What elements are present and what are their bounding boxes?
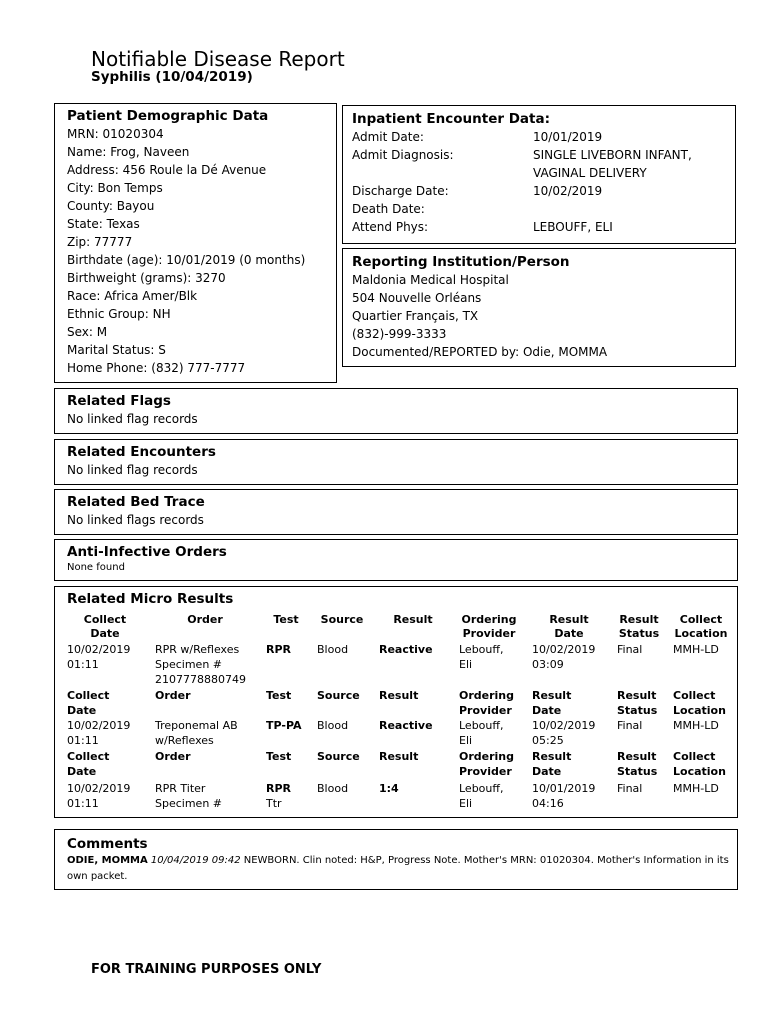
- section-text: No linked flag records: [67, 463, 198, 477]
- demographic-lines: [67, 125, 336, 377]
- demographic-line: State: Texas: [67, 217, 140, 231]
- header-test: Test: [273, 613, 299, 626]
- section-title: Related Micro Results: [67, 591, 234, 607]
- demographic-line: MRN: 01020304: [67, 127, 164, 141]
- order-cell: Specimen #: [155, 658, 223, 671]
- discharge-date-label: Discharge Date:: [352, 184, 449, 198]
- ordering-provider-cell: Lebouff,: [459, 643, 504, 656]
- header-result-date: Result: [532, 750, 572, 763]
- ordering-provider-cell: Lebouff,: [459, 782, 504, 795]
- comment-entry: [67, 853, 732, 885]
- header-ordering-provider: Ordering: [461, 613, 517, 626]
- admit-diagnosis-value-cont: VAGINAL DELIVERY: [533, 166, 647, 180]
- result-status-cell: Final: [617, 719, 643, 732]
- ordering-provider-cell: Eli: [459, 658, 473, 671]
- header-test: Test: [266, 689, 292, 702]
- header-result-date: Result: [549, 613, 589, 626]
- ordering-provider-cell: Eli: [459, 797, 473, 810]
- section-title: Reporting Institution/Person: [352, 254, 570, 270]
- result-cell: 1:4: [379, 782, 399, 795]
- header-order: Order: [155, 750, 191, 763]
- test-cell: Ttr: [266, 797, 282, 810]
- header-collect-date: Collect: [67, 689, 110, 702]
- header-collect-date: Collect: [83, 613, 127, 626]
- attend-phys-value: LEBOUFF, ELI: [533, 220, 613, 234]
- result-status-cell: Final: [617, 782, 643, 795]
- collect-date-cell: 01:11: [67, 797, 99, 810]
- reporting-line: (832)-999-3333: [352, 327, 447, 341]
- section-title: Anti-Infective Orders: [67, 544, 227, 560]
- header-ordering-provider: Ordering: [459, 750, 515, 763]
- section-title: Comments: [67, 836, 148, 852]
- demographic-line: Race: Africa Amer/Blk: [67, 289, 198, 303]
- result-date-cell: 10/02/2019: [532, 719, 596, 732]
- header-source: Source: [320, 613, 364, 626]
- section-title: Related Bed Trace: [67, 494, 205, 510]
- result-date-cell: 05:25: [532, 734, 564, 747]
- header-test: Test: [266, 750, 292, 763]
- source-cell: Blood: [317, 643, 349, 656]
- report-title: Notifiable Disease Report: [91, 47, 345, 71]
- collect-date-cell: 10/02/2019: [67, 643, 131, 656]
- header-collect-location: Collect: [673, 689, 716, 702]
- order-cell: RPR w/Reflexes: [155, 643, 240, 656]
- section-text: None found: [67, 562, 125, 573]
- order-cell: 2107778880749: [155, 673, 246, 686]
- test-cell: RPR: [266, 643, 292, 656]
- demographic-line: Birthweight (grams): 3270: [67, 271, 226, 285]
- collect-location-cell: MMH-LD: [673, 782, 719, 795]
- report-subtitle: Syphilis (10/04/2019): [91, 69, 253, 85]
- training-footer: FOR TRAINING PURPOSES ONLY: [91, 962, 322, 977]
- demographic-line: City: Bon Temps: [67, 181, 163, 195]
- collect-date-cell: 01:11: [67, 734, 99, 747]
- header-collect-date: Date: [90, 627, 120, 640]
- header-result-date: Date: [532, 704, 562, 717]
- admit-date-label: Admit Date:: [352, 130, 424, 144]
- inpatient-encounter-section: [342, 105, 736, 244]
- collect-date-cell: 10/02/2019: [67, 719, 131, 732]
- order-cell: RPR Titer: [155, 782, 206, 795]
- demographic-line: County: Bayou: [67, 199, 155, 213]
- header-collect-date: Date: [67, 704, 97, 717]
- header-result-status: Result: [619, 613, 659, 626]
- patient-demographic-section: [54, 103, 337, 383]
- header-source: Source: [317, 750, 360, 763]
- header-result: Result: [379, 689, 419, 702]
- header-collect-location: Location: [673, 704, 726, 717]
- demographic-line: Home Phone: (832) 777-7777: [67, 361, 246, 375]
- result-date-cell: 03:09: [532, 658, 564, 671]
- header-result-date: Date: [532, 765, 562, 778]
- related-flags-section: [54, 388, 738, 434]
- reporting-line: 504 Nouvelle Orléans: [352, 291, 482, 305]
- ordering-provider-cell: Lebouff,: [459, 719, 504, 732]
- admit-diagnosis-value: SINGLE LIVEBORN INFANT,: [533, 148, 692, 162]
- header-collect-location: Location: [673, 765, 726, 778]
- comment-timestamp: 10/04/2019 09:42: [150, 855, 241, 866]
- collect-location-cell: MMH-LD: [673, 643, 719, 656]
- demographic-line: Birthdate (age): 10/01/2019 (0 months): [67, 253, 306, 267]
- comment-author: ODIE, MOMMA: [67, 855, 148, 866]
- related-bed-trace-section: [54, 489, 738, 535]
- reporting-line: Maldonia Medical Hospital: [352, 273, 509, 287]
- header-result-date: Date: [554, 627, 584, 640]
- reporting-line: Documented/REPORTED by: Odie, MOMMA: [352, 345, 608, 359]
- reporting-institution-section: [342, 248, 736, 367]
- header-ordering-provider: Provider: [459, 765, 512, 778]
- collect-date-cell: 01:11: [67, 658, 99, 671]
- header-result-status: Result: [617, 689, 657, 702]
- admit-diagnosis-label: Admit Diagnosis:: [352, 148, 454, 162]
- result-cell: Reactive: [379, 719, 433, 732]
- test-cell: RPR: [266, 782, 292, 795]
- source-cell: Blood: [317, 719, 349, 732]
- discharge-date-value: 10/02/2019: [533, 184, 603, 198]
- source-cell: Blood: [317, 782, 349, 795]
- header-order: Order: [155, 689, 191, 702]
- header-ordering-provider: Ordering: [459, 689, 515, 702]
- collect-location-cell: MMH-LD: [673, 719, 719, 732]
- order-cell: w/Reflexes: [155, 734, 214, 747]
- demographic-line: Zip: 77777: [67, 235, 133, 249]
- section-text: No linked flag records: [67, 412, 198, 426]
- section-title: Inpatient Encounter Data:: [352, 111, 550, 127]
- header-ordering-provider: Provider: [462, 627, 516, 640]
- header-result: Result: [393, 613, 433, 626]
- section-title: Patient Demographic Data: [67, 108, 269, 124]
- ordering-provider-cell: Eli: [459, 734, 473, 747]
- header-result-status: Result: [617, 750, 657, 763]
- header-source: Source: [317, 689, 360, 702]
- comments-section: [54, 829, 738, 890]
- header-collect-location: Collect: [673, 750, 716, 763]
- collect-date-cell: 10/02/2019: [67, 782, 131, 795]
- result-status-cell: Final: [617, 643, 643, 656]
- header-order: Order: [187, 613, 223, 626]
- reporting-lines: [352, 271, 735, 361]
- death-date-label: Death Date:: [352, 202, 425, 216]
- section-title: Related Encounters: [67, 444, 216, 460]
- header-collect-date: Collect: [67, 750, 110, 763]
- header-result-status: Status: [617, 704, 658, 717]
- header-result-status: Status: [618, 627, 660, 640]
- reporting-line: Quartier Français, TX: [352, 309, 479, 323]
- result-date-cell: 10/02/2019: [532, 643, 596, 656]
- header-result-status: Status: [617, 765, 658, 778]
- demographic-line: Ethnic Group: NH: [67, 307, 171, 321]
- header-ordering-provider: Provider: [459, 704, 512, 717]
- anti-infective-orders-section: [54, 539, 738, 581]
- result-date-cell: 10/01/2019: [532, 782, 596, 795]
- section-text: No linked flags records: [67, 513, 204, 527]
- demographic-line: Marital Status: S: [67, 343, 166, 357]
- order-cell: Treponemal AB: [155, 719, 238, 732]
- header-collect-date: Date: [67, 765, 97, 778]
- related-encounters-section: [54, 439, 738, 485]
- attend-phys-label: Attend Phys:: [352, 220, 429, 234]
- order-cell: Specimen #: [155, 797, 223, 810]
- demographic-line: Address: 456 Roule la Dé Avenue: [67, 163, 267, 177]
- header-result-date: Result: [532, 689, 572, 702]
- demographic-line: Sex: M: [67, 325, 108, 339]
- admit-date-value: 10/01/2019: [533, 130, 603, 144]
- header-result: Result: [379, 750, 419, 763]
- related-micro-results-section: [54, 586, 738, 818]
- demographic-line: Name: Frog, Naveen: [67, 145, 190, 159]
- test-cell: TP-PA: [266, 719, 302, 732]
- result-date-cell: 04:16: [532, 797, 564, 810]
- comment-text: NEWBORN. Clin noted: H&P, Progress Note. Mother's MRN: 01020304. Mother's Information in its own packet.: [67, 855, 729, 882]
- header-collect-location: Collect: [679, 613, 723, 626]
- header-collect-location: Location: [674, 627, 728, 640]
- section-title: Related Flags: [67, 393, 171, 409]
- result-cell: Reactive: [379, 643, 433, 656]
